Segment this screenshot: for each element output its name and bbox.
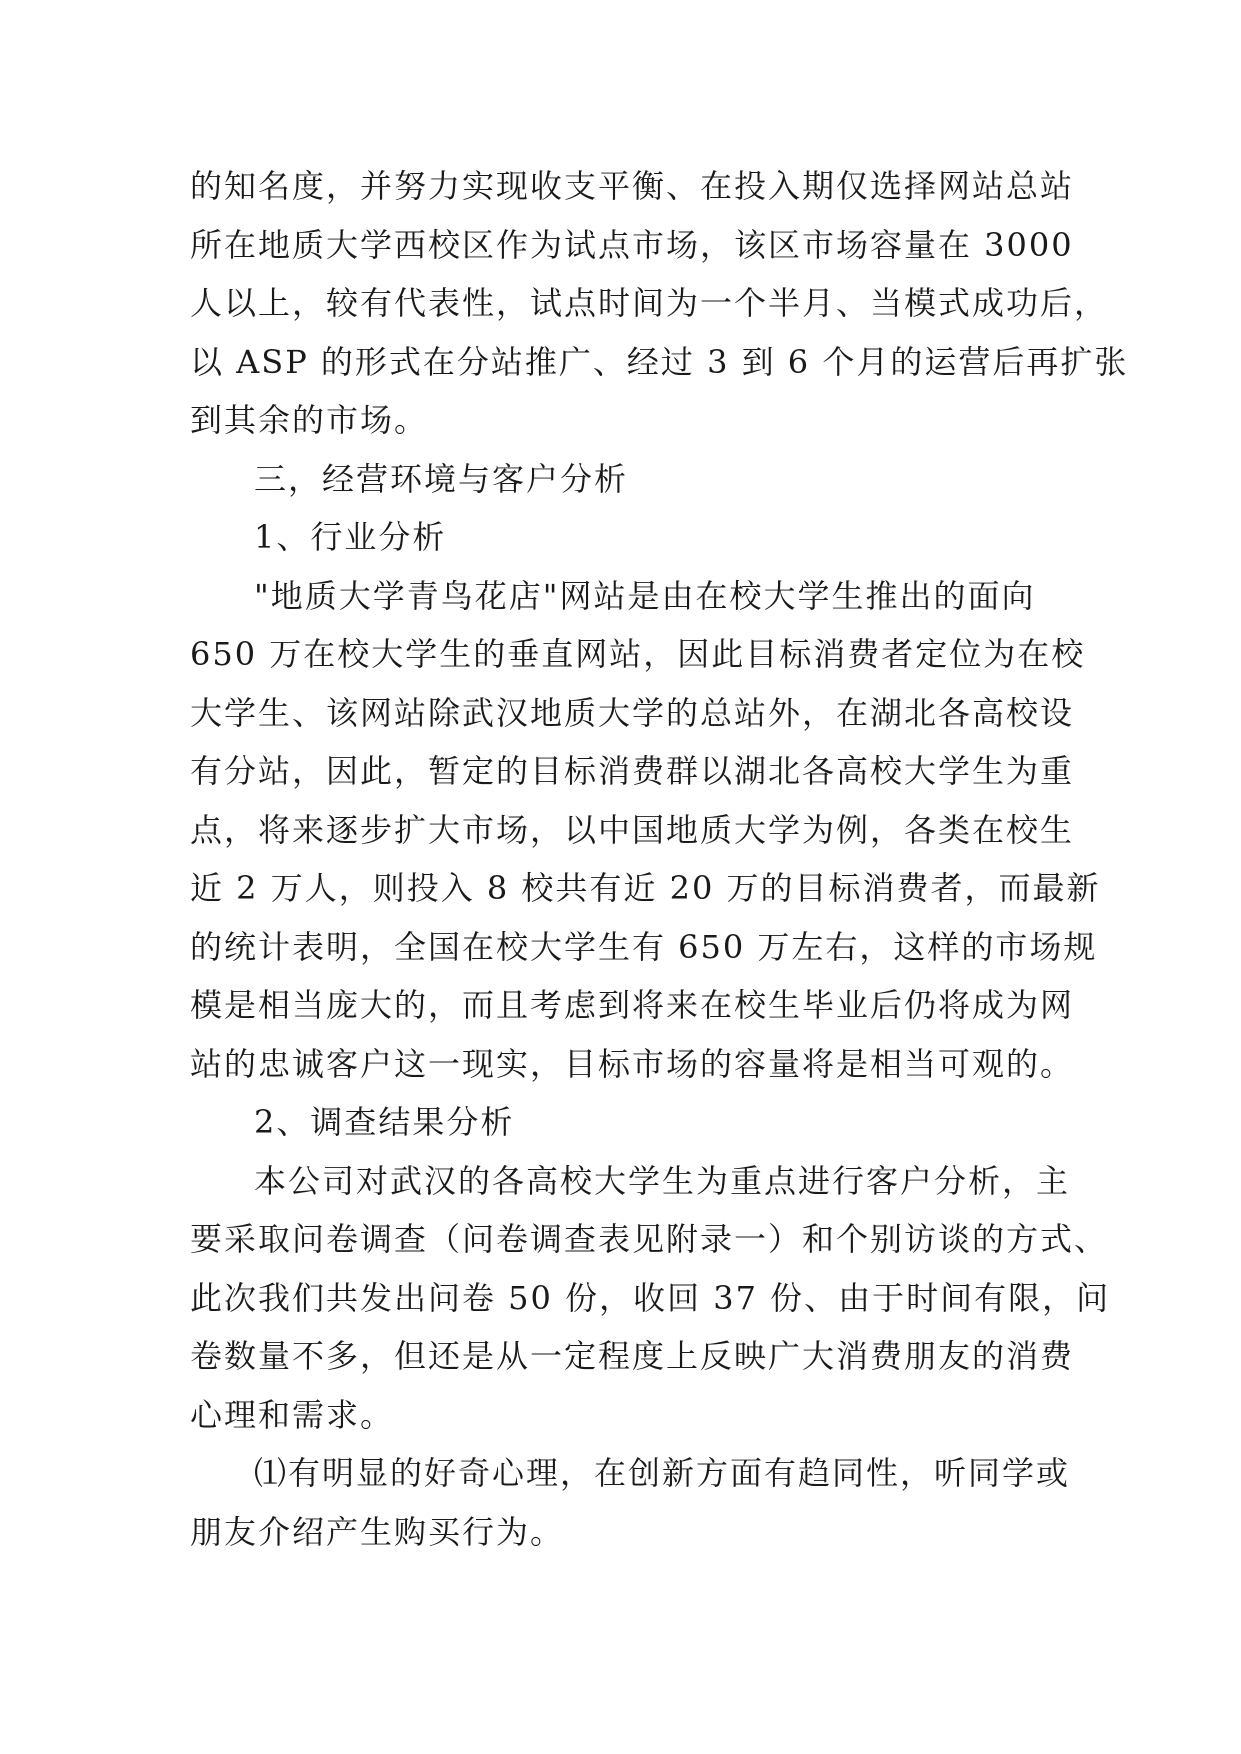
text-line: 要采取问卷调查（问卷调查表见附录一）和个别访谈的方式、 [190,1220,1109,1258]
paragraph-start: 本公司对武汉的各高校大学生为重点进行客户分析，主 [254,1161,1071,1200]
section-heading: 三，经营环境与客户分析 [254,459,629,498]
text-line: 到其余的市场。 [190,401,429,439]
text-line: 的统计表明，全国在校大学生有 650 万左右，这样的市场规 [190,927,1098,966]
text-line: 所在地质大学西校区作为试点市场，该区市场容量在 3000 [190,225,1074,264]
subsection-heading: 1、行业分析 [254,518,447,556]
text-line: 此次我们共发出问卷 50 份，收回 37 份、由于时间有限，问 [190,1278,1111,1317]
text-line: 有分站，因此，暂定的目标消费群以湖北各高校大学生为重 [190,752,1075,790]
text-line: 点，将来逐步扩大市场，以中国地质大学为例，各类在校生 [190,810,1075,849]
text-line: 站的忠诚客户这一现实，目标市场的容量将是相当可观的。 [190,1044,1075,1083]
text-line: 人以上，较有代表性，试点时间为一个半月、当模式成功后， [190,284,1109,322]
text-line: 大学生、该网站除武汉地质大学的总站外，在湖北各高校设 [190,693,1075,732]
text-line: 近 2 万人，则投入 8 校共有近 20 万的目标消费者，而最新 [190,869,1101,907]
subsection-heading: 2、调查结果分析 [254,1103,515,1141]
text-line: 心理和需求。 [190,1395,395,1434]
text-line: 朋友介绍产生购买行为。 [190,1512,565,1551]
text-line: 以 ASP 的形式在分站推广、经过 3 到 6 个月的运营后再扩张 [190,342,1129,381]
list-item-start: ⑴有明显的好奇心理，在创新方面有趋同性，听同学或 [254,1454,1071,1492]
document-body [190,157,1129,1561]
text-line: 的知名度，并努力实现收支平衡、在投入期仅选择网站总站 [190,167,1075,205]
paragraph-start: "地质大学青鸟花店"网站是由在校大学生推出的面向 [254,576,1036,615]
text-line: 模是相当庞大的，而且考虑到将来在校生毕业后仍将成为网 [190,986,1075,1024]
text-line: 卷数量不多，但还是从一定程度上反映广大消费朋友的消费 [190,1337,1075,1375]
text-line: 650 万在校大学生的垂直网站，因此目标消费者定位为在校 [190,635,1086,673]
